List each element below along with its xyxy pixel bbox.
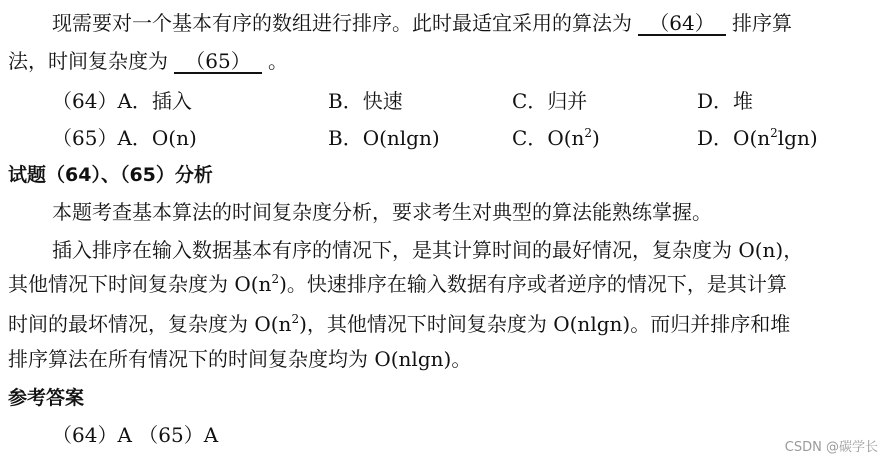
option-label: B． <box>328 126 363 150</box>
option-65-a <box>52 125 197 151</box>
option-label: D． <box>697 126 734 150</box>
option-64-b <box>328 88 403 114</box>
question-text: 法，时间复杂度为 <box>8 49 168 73</box>
analysis-text: 其他情况下时间复杂度为 O(n <box>8 272 272 296</box>
answer-heading: 参考答案 <box>8 387 85 409</box>
option-value: O(n <box>733 126 771 150</box>
option-value: 归并 <box>547 89 588 113</box>
question-text: 现需要对一个基本有序的数组进行排序。此时最适宜采用的算法为 <box>52 11 632 35</box>
question-line-1 <box>52 10 792 36</box>
watermark: CSDN @碳学长 <box>784 440 878 455</box>
answer-blank-65: （65） <box>174 50 262 74</box>
analysis-text: 时间的最坏情况，复杂度为 O(n <box>8 312 292 336</box>
option-label: D． <box>697 89 734 113</box>
analysis-paragraph-2-line-3 <box>8 311 790 337</box>
superscript: 2 <box>584 126 593 140</box>
question-text: 。 <box>268 49 288 73</box>
option-value: ) <box>592 126 600 150</box>
option-value: 堆 <box>733 89 754 113</box>
superscript: 2 <box>271 272 280 286</box>
analysis-text: )，其他情况下时间复杂度为 O(nlgn)。而归并排序和堆 <box>299 312 791 336</box>
option-65-c <box>512 125 600 151</box>
option-value: 快速 <box>362 89 403 113</box>
analysis-heading: 试题（64）、（65）分析 <box>8 164 213 186</box>
analysis-paragraph-2-line-4: 排序算法在所有情况下的时间复杂度均为 O(nlgn)。 <box>8 347 472 371</box>
analysis-paragraph-2-line-1: 插入排序在输入数据基本有序的情况下，是其计算时间的最好情况，复杂度为 O(n)， <box>52 238 804 262</box>
analysis-text: )。快速排序在输入数据有序或者逆序的情况下，是其计算 <box>279 272 787 296</box>
superscript: 2 <box>291 312 300 326</box>
question-line-2 <box>8 48 288 74</box>
superscript: 2 <box>770 126 778 140</box>
option-65-d <box>697 125 818 151</box>
option-label: （65）A． <box>52 126 152 150</box>
option-64-c <box>512 88 587 114</box>
option-label: （64）A． <box>52 89 152 113</box>
option-value: lgn) <box>777 126 818 150</box>
option-value: O(n <box>547 126 585 150</box>
options-64-row <box>0 88 886 114</box>
option-value: O(n) <box>151 126 197 150</box>
option-value: 插入 <box>151 89 192 113</box>
option-label: C． <box>512 126 548 150</box>
answer-text: （64）A （65）A <box>52 423 219 447</box>
option-label: C． <box>512 89 548 113</box>
answer-blank-64: （64） <box>638 12 726 36</box>
option-label: B． <box>328 89 363 113</box>
analysis-paragraph-1: 本题考查基本算法的时间复杂度分析，要求考生对典型的算法能熟练掌握。 <box>52 200 712 224</box>
option-65-b <box>328 125 440 151</box>
analysis-paragraph-2-line-2 <box>8 271 787 297</box>
option-value: O(nlgn) <box>362 126 440 150</box>
question-text: 排序算 <box>732 11 792 35</box>
options-65-row <box>0 125 886 151</box>
option-64-d <box>697 88 753 114</box>
option-64-a <box>52 88 192 114</box>
